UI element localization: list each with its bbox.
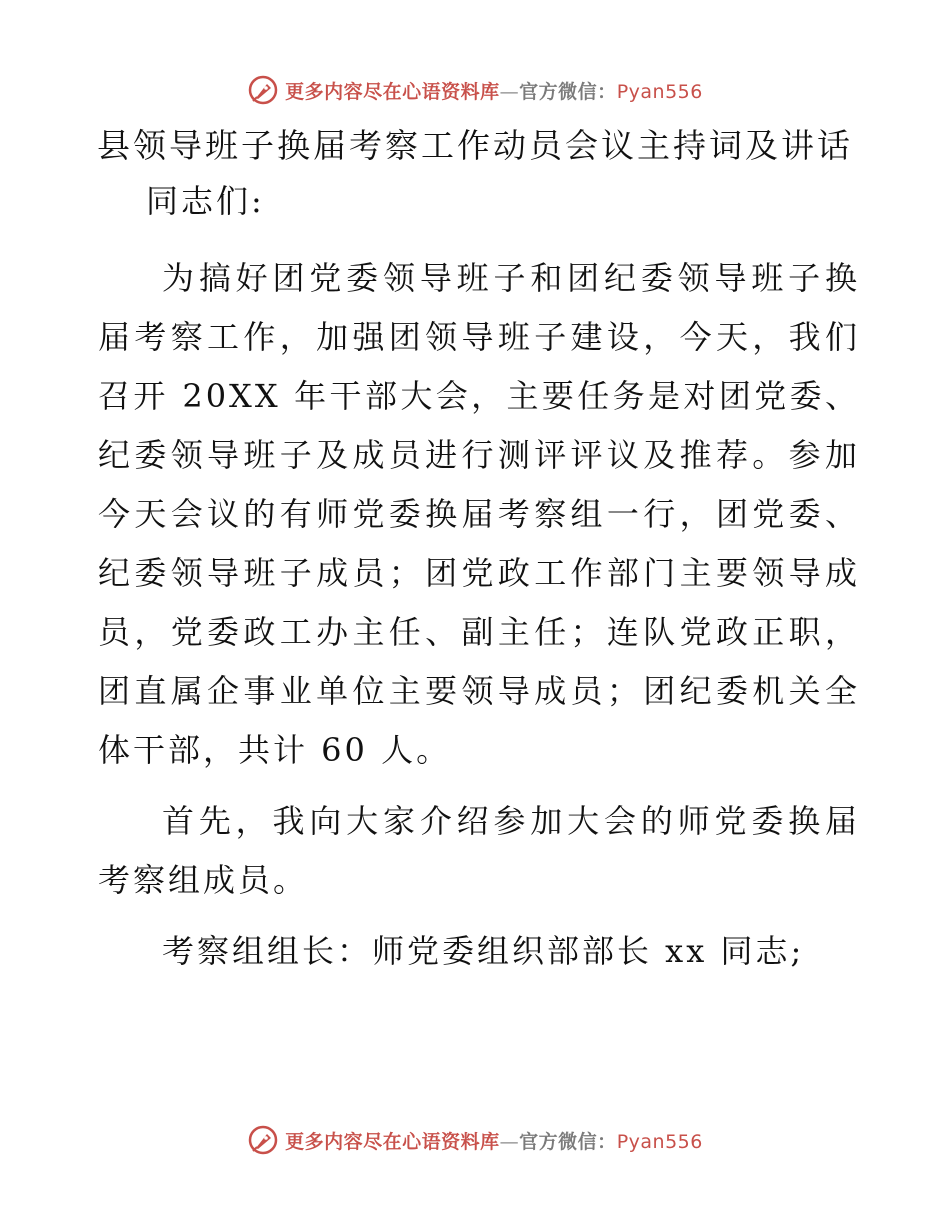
watermark-content	[247, 74, 703, 106]
salutation: 同志们:	[146, 182, 265, 220]
watermark-wechat-label: 官方微信：	[519, 80, 617, 103]
footer-watermark	[0, 1120, 950, 1160]
paragraph-2: 首先，我向大家介绍参加大会的师党委换届考察组成员。	[98, 802, 860, 899]
paragraph-1: 为搞好团党委领导班子和团纪委领导班子换届考察工作，加强团领导班子建设，今天，我们召开 20XX 年干部大会，主要任务是对团党委、纪委领导班子及成员进行测评评议及推荐。参加今天会议的有师党委换届考察组一行，团党委、纪委领导班子成员；团党政工作部门主要领导成员，党委政工办主任、副主任；连队党政正职，团直属企事业单位主要领导成员；团纪委机关全体干部，共计 60 人。	[98, 259, 860, 769]
watermark-text	[285, 77, 703, 104]
document-body	[98, 172, 860, 993]
watermark-content	[247, 1124, 703, 1156]
watermark-wechat-id: Pyan556	[616, 80, 703, 103]
watermark-brand: 更多内容尽在心语资料库	[285, 80, 500, 103]
document-title: 县领导班子换届考察工作动员会议主持词及讲话	[97, 126, 853, 165]
watermark-brand: 更多内容尽在心语资料库	[285, 1130, 500, 1153]
watermark-text	[285, 1127, 703, 1154]
pen-nib-logo-icon	[247, 1124, 279, 1156]
watermark-wechat-label: 官方微信：	[519, 1130, 617, 1153]
watermark-separator: —	[499, 80, 520, 103]
paragraph-3: 考察组组长：师党委组织部部长 xx 同志;	[162, 932, 805, 970]
watermark-separator: —	[499, 1130, 520, 1153]
watermark-wechat-id: Pyan556	[616, 1130, 703, 1153]
header-watermark	[0, 70, 950, 110]
pen-nib-logo-icon	[247, 74, 279, 106]
